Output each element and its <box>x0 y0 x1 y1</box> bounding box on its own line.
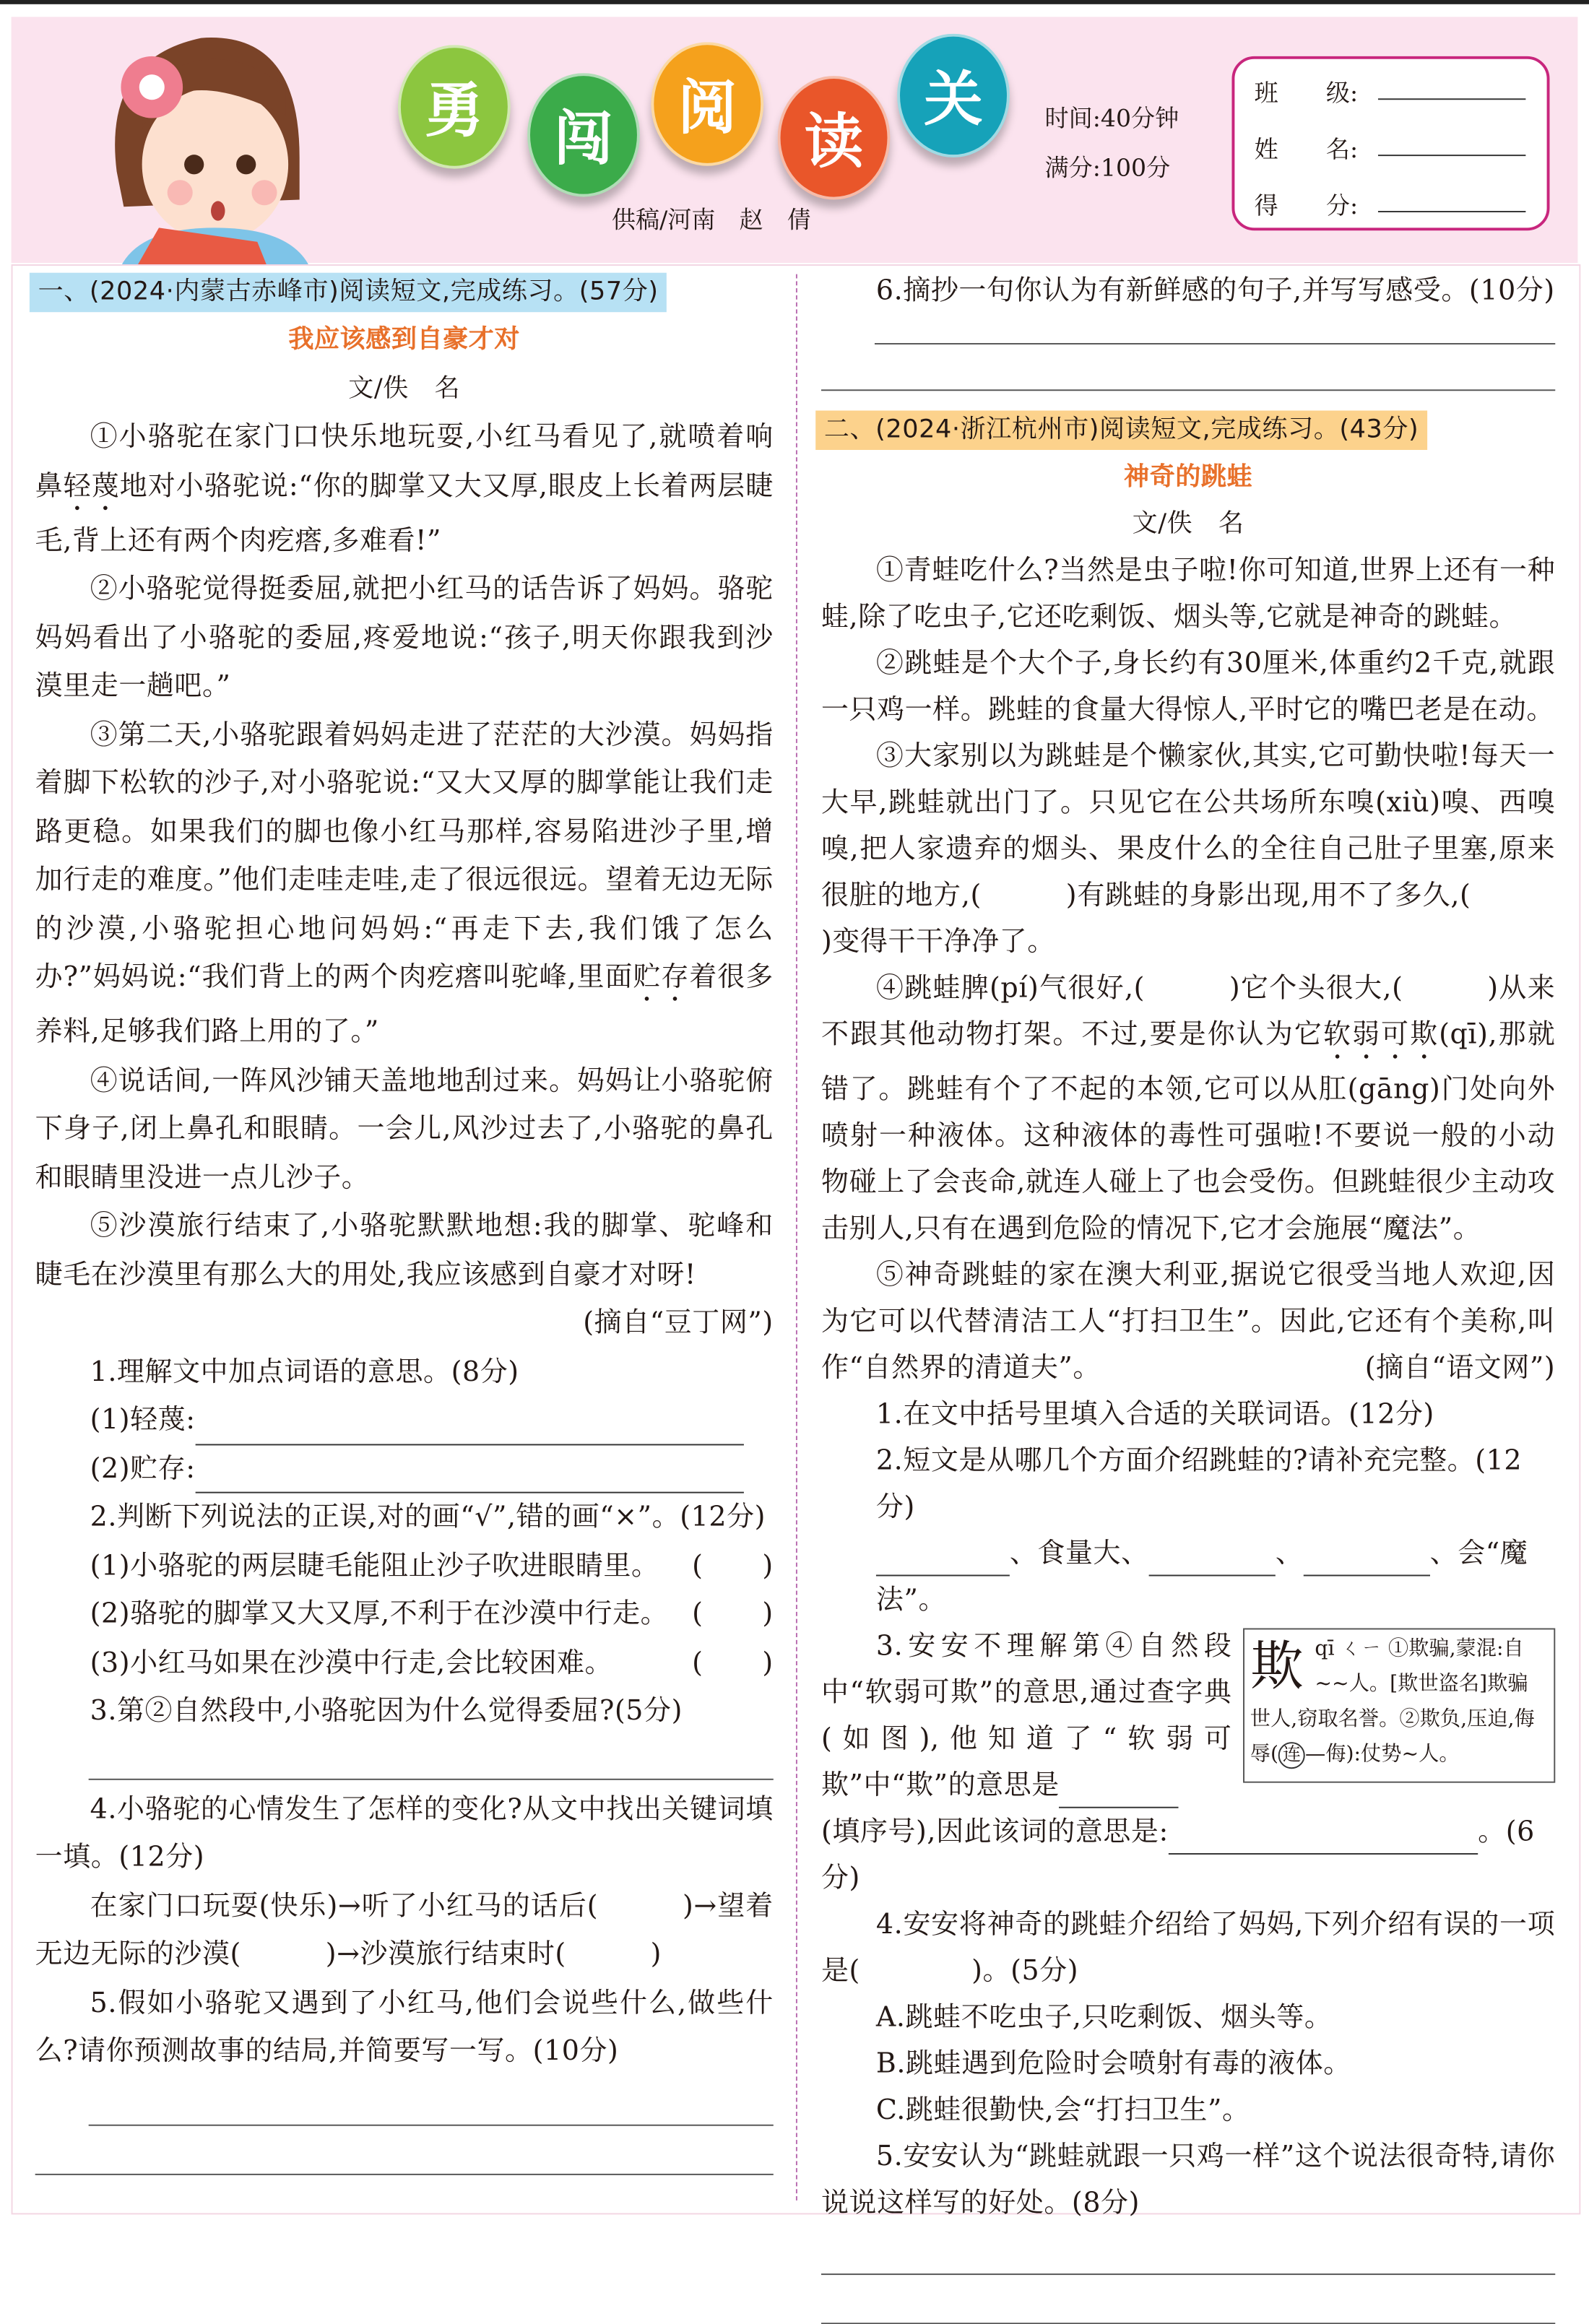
judge-paren[interactable]: ( ) <box>692 1548 774 1582</box>
paragraph-2: ②跳蛙是个大个子,身长约有30厘米,体重约2千克,就跟一只鸡一样。跳蛙的食量大得惊人,平时它的嘴巴老是在动。 <box>821 646 1556 726</box>
top-border <box>0 0 1589 4</box>
answer-line[interactable] <box>875 343 1555 344</box>
answer-blank[interactable] <box>1169 1822 1478 1855</box>
answer-line[interactable] <box>821 2273 1555 2275</box>
class-blank[interactable] <box>1378 73 1525 100</box>
question-4: 4.安安将神奇的跳蛙介绍给了妈妈,下列介绍有误的一项是( )。(5分) <box>821 1907 1556 1987</box>
full-score: 满分:100分 <box>1044 155 1171 183</box>
section-one-header: 一、(2024·内蒙古赤峰市)阅读短文,完成练习。(57分) <box>30 273 667 313</box>
question-5: 5.安安认为“跳蛙就跟一只鸡一样”这个说法很奇特,请你说说这样写的好处。(8分) <box>821 2140 1556 2219</box>
answer-line[interactable] <box>89 2124 774 2125</box>
section-two-header: 二、(2024·浙江杭州市)阅读短文,完成练习。(43分) <box>815 410 1427 450</box>
question-2-item: (2)骆驼的脚掌又大又厚,不利于在沙漠中行走。 ( ) <box>35 1590 774 1639</box>
score-field[interactable] <box>1255 186 1526 221</box>
question-5: 5.假如小骆驼又遇到了小红马,他们会说些什么,做些什么?请你预测故事的结局,并简要写一写。(10分) <box>35 1985 774 2067</box>
option-b[interactable]: B.跳蛙遇到危险时会喷射有毒的液体。 <box>875 2047 1351 2080</box>
dict-pinyin: qī ㄑㄧ <box>1315 1638 1382 1661</box>
badge-chuang: 闯 <box>527 73 640 196</box>
answer-blank[interactable] <box>196 1413 744 1445</box>
badge-du: 读 <box>778 76 891 199</box>
answer-line[interactable] <box>35 2173 774 2175</box>
judge-paren[interactable]: ( ) <box>692 1597 774 1630</box>
class-field[interactable] <box>1255 73 1526 108</box>
time-limit: 时间:40分钟 <box>1044 105 1179 134</box>
passage-one-title: 我应该感到自豪才对 <box>288 324 521 355</box>
paragraph-5: ⑤沙漠旅行结束了,小骆驼默默地想:我的脚掌、驼峰和睫毛在沙漠里有那么大的用处,我应该感到自豪才对呀! <box>35 1209 774 1291</box>
option-c[interactable]: C.跳蛙很勤快,会“打扫卫生”。 <box>875 2093 1250 2126</box>
option-a[interactable]: A.跳蛙不吃虫子,只吃剩饭、烟头等。 <box>875 2000 1333 2034</box>
dict-def-2: —侮):仗势~人。 <box>1305 1743 1460 1766</box>
question-4-fill: 在家门口玩耍(快乐)→听了小红马的话后( )→望着无边无际的沙漠( )→沙漠旅行结束时( ) <box>35 1889 774 1970</box>
badge-guan: 关 <box>897 34 1010 157</box>
badge-yong: 勇 <box>398 45 511 168</box>
passage-one-author: 文/佚 名 <box>348 373 461 403</box>
question-2-fill: 、食量大、 、 、会“魔法”。 <box>875 1536 1528 1616</box>
answer-blank[interactable] <box>196 1461 744 1493</box>
paragraph-5: ⑤神奇跳蛙的家在澳大利亚,据说它很受当地人欢迎,因为它可以代替清洁工人“打扫卫生”。因此,它还有个美称,叫作“自然界的清道夫”。 (摘自“语文网”) <box>821 1252 1555 1391</box>
question-4: 4.小骆驼的心情发生了怎样的变化?从文中找出关键词填一填。(12分) <box>35 1792 774 1873</box>
name-field[interactable] <box>1255 129 1526 165</box>
passage-two-author: 文/佚 名 <box>1132 508 1244 539</box>
name-blank[interactable] <box>1378 129 1525 156</box>
paragraph-3: ③第二天,小骆驼跟着妈妈走进了茫茫的大沙漠。妈妈指着脚下松软的沙子,对小骆驼说:“又大又厚的脚掌能让我们走路更稳。如果我们的脚也像小红马那样,容易陷进沙子里,增加行走的难度。”他们走哇走哇,走了很远很远。望着无边无际的沙漠,小骆驼担心地问妈妈:“再走下去,我们饿了怎么办?”妈妈说:“我们背上的两个肉疙瘩叫驼峰,里面贮存着很多养料,足够我们路上用的了。” <box>35 717 774 1048</box>
paragraph-1: ①青蛙吃什么?当然是虫子啦!你可知道,世界上还有一种蛙,除了吃虫子,它还吃剩饭、烟头等,它就是神奇的跳蛙。 <box>821 554 1556 633</box>
question-3: 3.第②自然段中,小骆驼因为什么觉得委屈?(5分) <box>90 1694 683 1727</box>
question-2-item: (1)小骆驼的两层睫毛能阻止沙子吹进眼睛里。 ( ) <box>35 1542 774 1590</box>
question-2-item: (3)小红马如果在沙漠中行走,会比较困难。 ( ) <box>35 1639 774 1687</box>
right-column <box>821 266 1555 2324</box>
passage-two-title: 神奇的跳蛙 <box>1124 462 1253 493</box>
question-3-cont: (填序号),因此该词的意思是: 。(6分) <box>821 1815 1535 1894</box>
score-label: 得 分: <box>1254 192 1359 221</box>
contributor: 供稿/河南 赵 倩 <box>611 207 811 235</box>
paragraph-2: ②小骆驼觉得挺委屈,就把小红马的话告诉了妈妈。骆驼妈妈看出了小骆驼的委屈,疼爱地说:“孩子,明天你跟我到沙漠里走一趟吧。” <box>35 572 774 702</box>
question-1a: (1)轻蔑: <box>35 1396 774 1444</box>
paragraph-4: ④跳蛙脾(pí)气很好,( )它个头很大,( )从来不跟其他动物打架。不过,要是你认为它软弱可欺(qī),那就错了。跳蛙有个了不起的本领,它可以从肛(gāng)门处向外喷射一种液体。这种液体的毒性可强啦!不要说一般的小动物碰上了会丧命,就连人碰上了也会受伤。但跳蛙很少主动攻击别人,只有在遇到危险的情况下,它才会施展“魔法”。 <box>821 971 1556 1245</box>
name-label: 姓 名: <box>1254 136 1359 165</box>
answer-line[interactable] <box>821 389 1555 391</box>
answer-line[interactable] <box>89 1778 774 1779</box>
question-1: 1.在文中括号里填入合适的关联词语。(12分) <box>875 1397 1434 1430</box>
answer-blank[interactable] <box>1303 1544 1429 1577</box>
answer-blank[interactable] <box>1060 1776 1179 1808</box>
left-column <box>35 267 774 2175</box>
paragraph-1: ①小骆驼在家门口快乐地玩耍,小红马看见了,就喷着响鼻轻蔑地对小骆驼说:“你的脚掌又大又厚,眼皮上长着两层睫毛,背上还有两个肉疙瘩,多难看!” <box>35 420 774 556</box>
question-1: 1.理解文中加点词语的意思。(8分) <box>90 1354 519 1387</box>
girl-reading-illustration <box>89 31 342 277</box>
question-3-block <box>821 1623 1555 1808</box>
question-2: 2.短文是从哪几个方面介绍跳蛙的?请补充完整。(12分) <box>875 1444 1523 1523</box>
paragraph-3: ③大家别以为跳蛙是个懒家伙,其实,它可勤快啦!每天一大早,跳蛙就出门了。只见它在公共场所东嗅(xiù)嗅、西嗅嗅,把人家遗弃的烟头、果皮什么的全往自己肚子里塞,原来很脏的地方,( )有跳蛙的身影出现,用不了多久,()变得干干净净了。 <box>821 740 1556 958</box>
student-info-box <box>1231 56 1549 230</box>
badge-yue: 阅 <box>651 42 763 165</box>
passage-one-source: (摘自“豆丁网”) <box>583 1306 774 1339</box>
column-divider <box>796 274 797 2201</box>
question-6: 6.摘抄一句你认为有新鲜感的句子,并写写感受。(10分) <box>875 274 1555 307</box>
question-2: 2.判断下列说法的正误,对的画“√”,错的画“×”。(12分) <box>90 1500 766 1533</box>
paragraph-4: ④说话间,一阵风沙铺天盖地地刮过来。妈妈让小骆驼俯下身子,闭上鼻孔和眼睛。一会儿,风沙过去了,小骆驼的鼻孔和眼睛里没进一点儿沙子。 <box>35 1063 774 1193</box>
answer-blank[interactable] <box>1149 1544 1276 1577</box>
answer-blank[interactable] <box>876 1544 1010 1577</box>
passage-two-source: (摘自“语文网”) <box>1364 1350 1556 1384</box>
question-1b: (2)贮存: <box>35 1444 774 1493</box>
dictionary-entry <box>1243 1629 1555 1783</box>
judge-paren[interactable]: ( ) <box>692 1645 774 1678</box>
class-label: 班 级: <box>1254 79 1359 108</box>
dict-def: ①欺骗,蒙混:自~~人。[欺世盗名]欺骗世人,窃取名誉。②欺负,压迫,侮辱( <box>1250 1638 1535 1766</box>
question-3: 3.安安不理解第④自然段中“软弱可欺”的意思,通过查字典(如图),他知道了“软弱可欺”中“欺”的意思是 <box>821 1623 1231 1808</box>
score-blank[interactable] <box>1378 186 1525 212</box>
dict-circled: 连 <box>1278 1742 1305 1769</box>
dict-char: 欺 <box>1250 1635 1304 1697</box>
